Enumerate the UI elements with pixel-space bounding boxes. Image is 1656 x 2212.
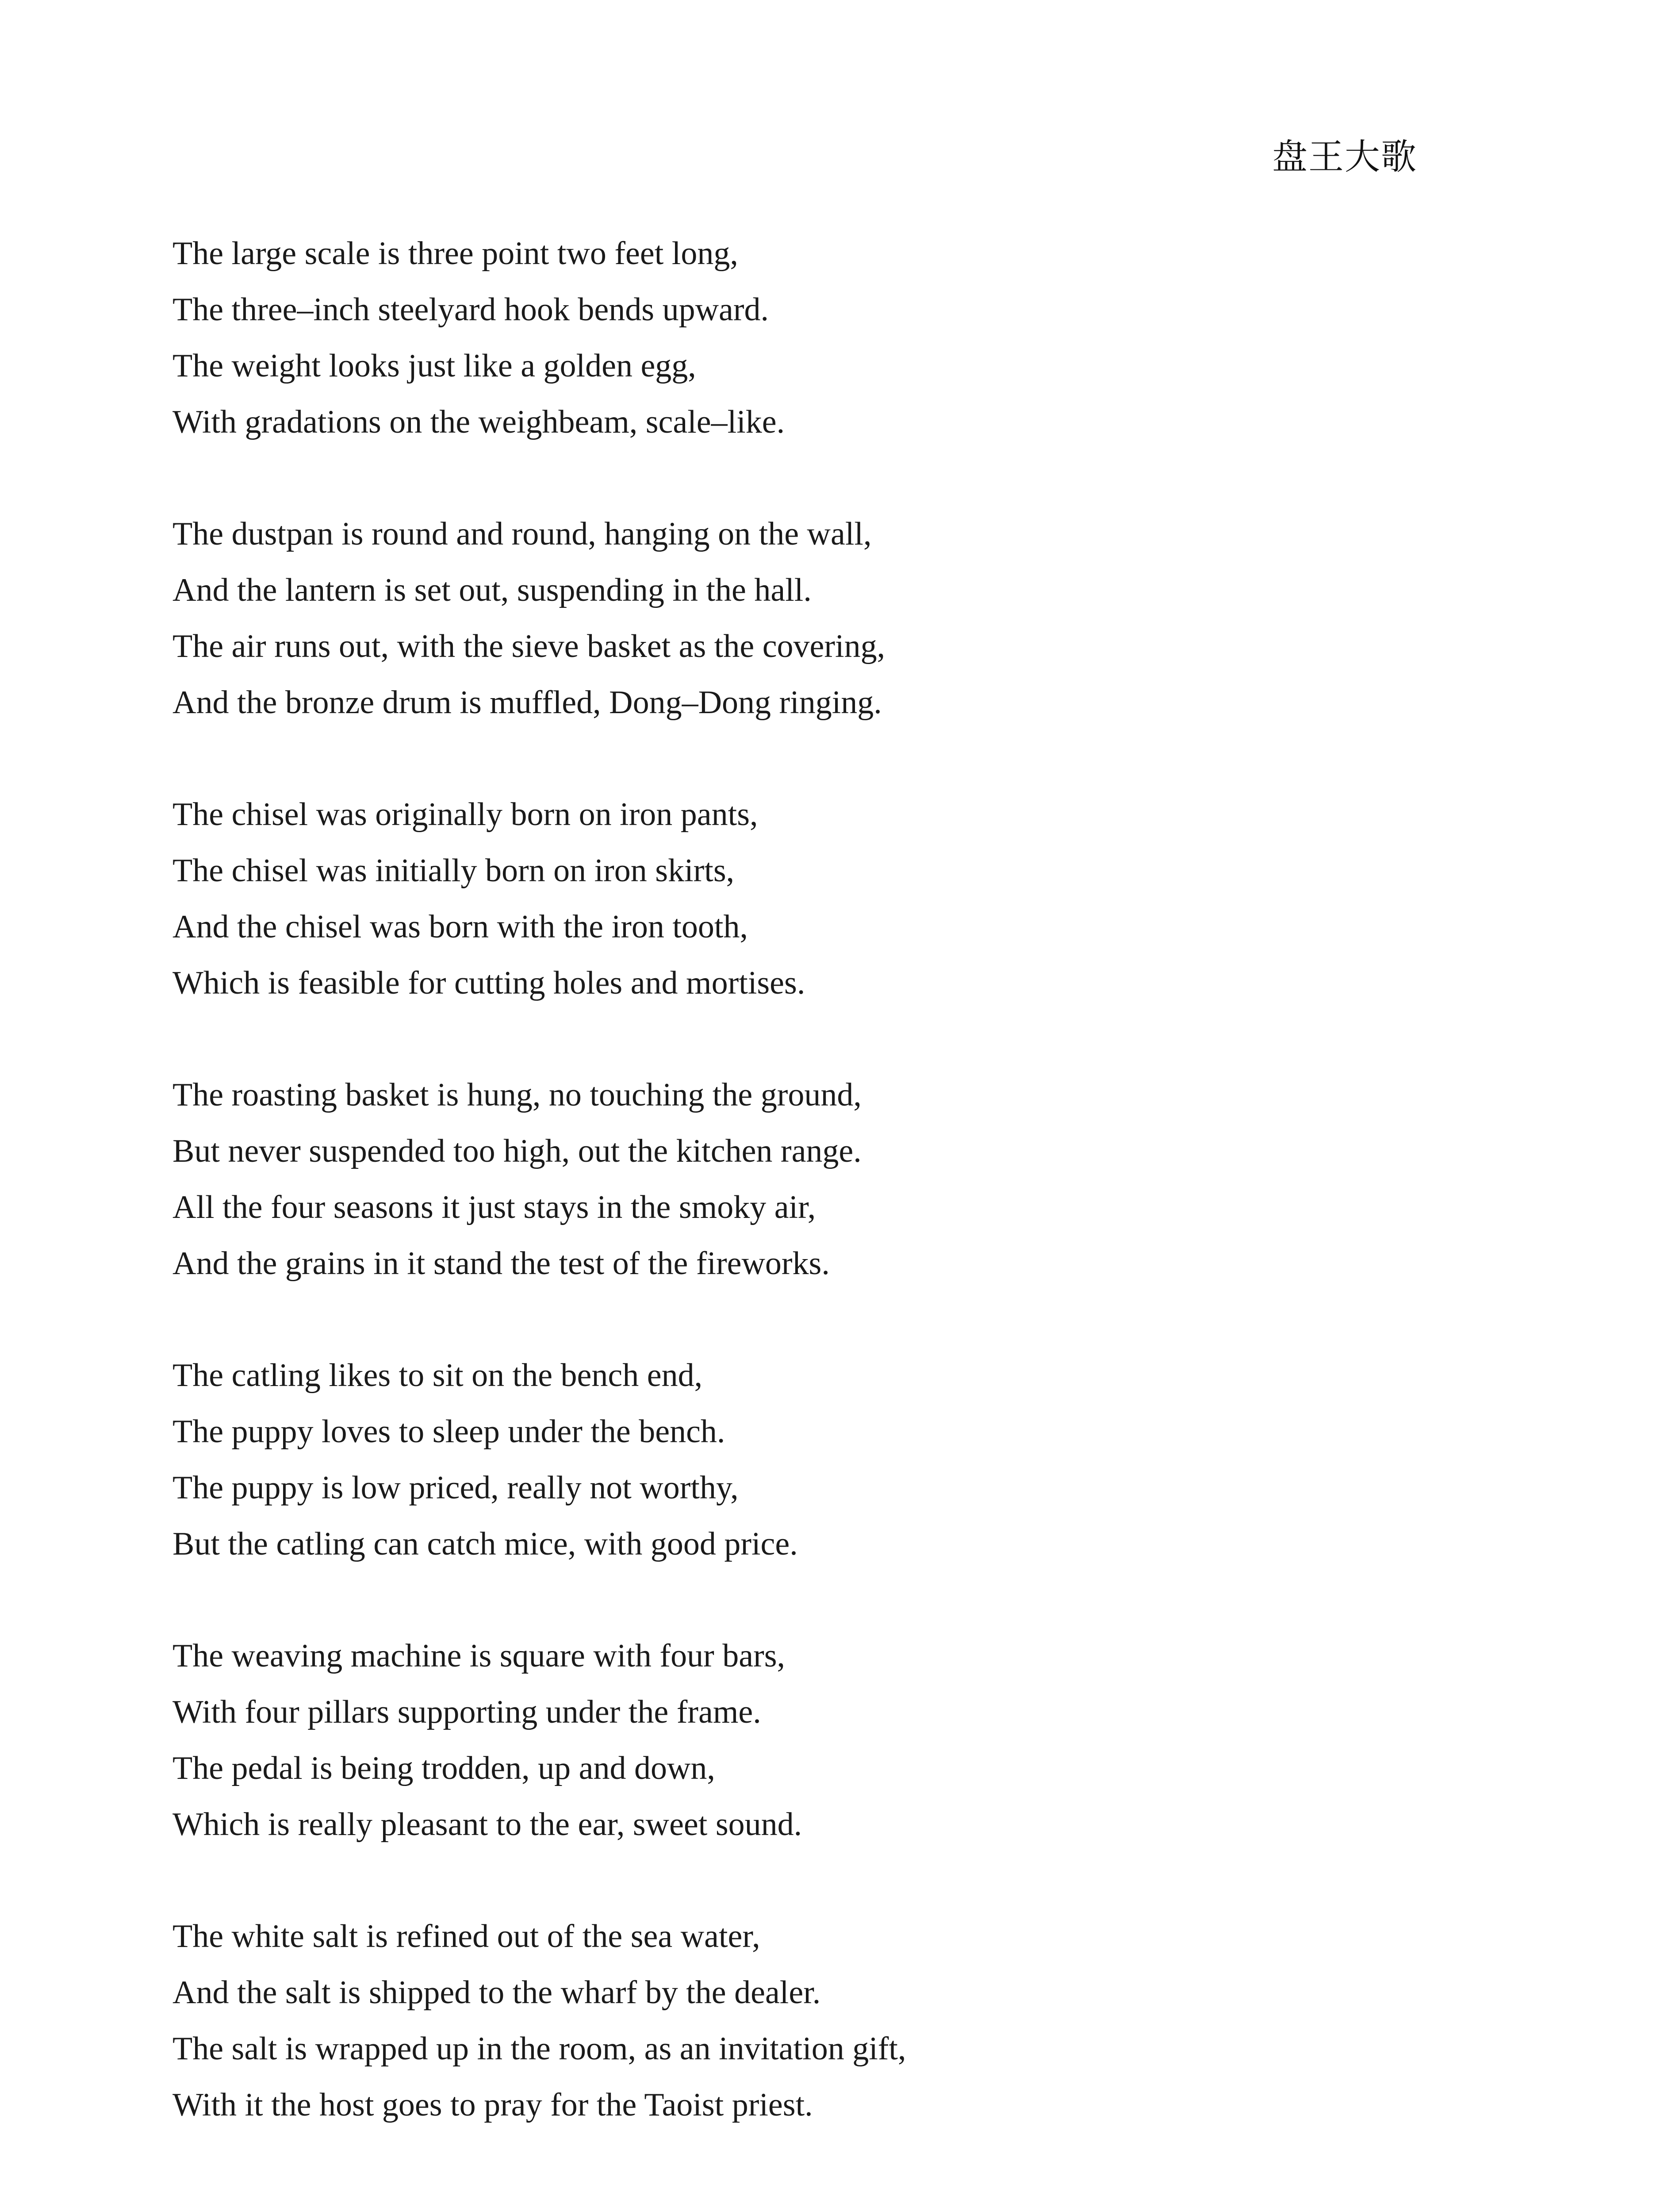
poem-line: The three–inch steelyard hook bends upward. <box>172 292 769 328</box>
poem-line: The weight looks just like a golden egg, <box>172 348 696 384</box>
running-header: 盘王大歌 <box>1272 136 1417 177</box>
poem-line: But never suspended too high, out the kitchen range. <box>172 1133 862 1169</box>
poem-line: With gradations on the weighbeam, scale–like. <box>172 404 785 440</box>
poem-line: And the lantern is set out, suspending in the hall. <box>172 572 812 608</box>
poem-line: And the salt is shipped to the wharf by the dealer. <box>172 1974 821 2011</box>
poem-line: The dustpan is round and round, hanging on the wall, <box>172 516 872 552</box>
stanza-6 <box>172 1628 1455 1853</box>
poem-line: The puppy loves to sleep under the bench. <box>172 1413 725 1450</box>
stanza-4 <box>172 1067 1455 1292</box>
poem-line: Which is feasible for cutting holes and mortises. <box>172 965 805 1001</box>
poem-line: And the chisel was born with the iron tooth, <box>172 909 748 945</box>
poem-line: The chisel was originally born on iron pants, <box>172 796 758 833</box>
poem-line: With it the host goes to pray for the Taoist priest. <box>172 2087 813 2123</box>
poem-line: The chisel was initially born on iron skirts, <box>172 853 735 889</box>
poem-line: And the grains in it stand the test of the fireworks. <box>172 1245 830 1282</box>
poem-line: The puppy is low priced, really not worthy, <box>172 1470 739 1506</box>
poem-line: And the bronze drum is muffled, Dong–Dong ringing. <box>172 684 882 721</box>
poem-line: The weaving machine is square with four bars, <box>172 1638 786 1674</box>
poem-line: The white salt is refined out of the sea water, <box>172 1918 760 1955</box>
stanza-7 <box>172 1909 1455 2133</box>
poem-line: The large scale is three point two feet long, <box>172 235 738 272</box>
poem-line: The salt is wrapped up in the room, as an invitation gift, <box>172 2031 906 2067</box>
stanza-1 <box>172 226 1455 450</box>
stanza-2 <box>172 506 1455 731</box>
poem-line: But the catling can catch mice, with good price. <box>172 1526 798 1562</box>
poem-line: Which is really pleasant to the ear, sweet sound. <box>172 1806 802 1843</box>
poem-line: The catling likes to sit on the bench end, <box>172 1357 703 1394</box>
poem-line: All the four seasons it just stays in the smoky air, <box>172 1189 816 1225</box>
poem-line: The air runs out, with the sieve basket as the covering, <box>172 628 886 664</box>
stanza-5 <box>172 1348 1455 1572</box>
poem-body <box>172 226 1455 2189</box>
poem-line: With four pillars supporting under the frame. <box>172 1694 761 1730</box>
poem-line: The roasting basket is hung, no touching the ground, <box>172 1077 862 1113</box>
poem-line: The pedal is being trodden, up and down, <box>172 1750 715 1786</box>
stanza-3 <box>172 787 1455 1011</box>
